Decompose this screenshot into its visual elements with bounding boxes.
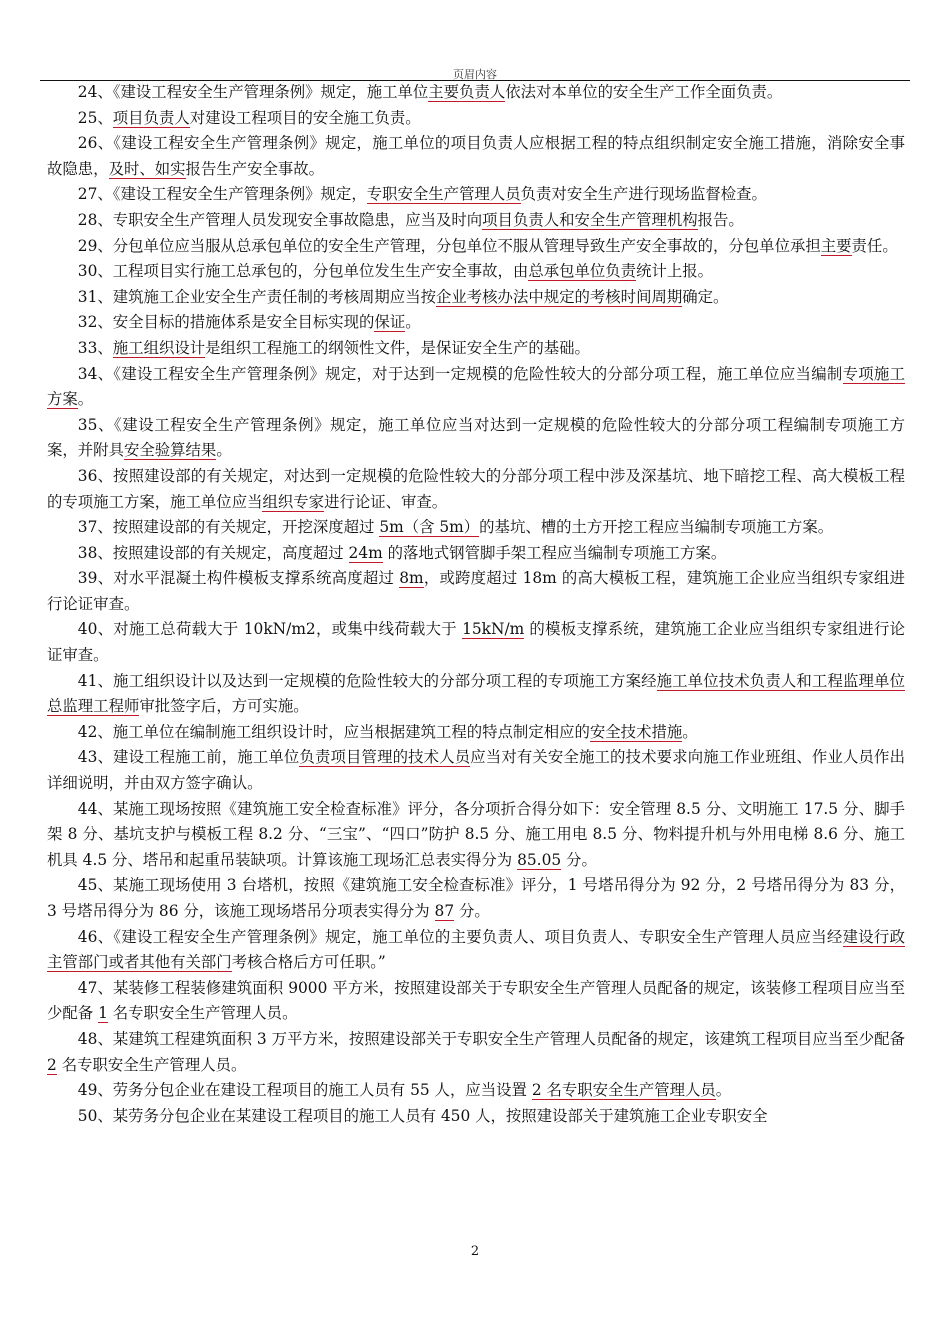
underlined-answer: 85.05 xyxy=(517,850,562,869)
page-number: 2 xyxy=(470,1244,480,1259)
paragraph-text: 名专职安全生产管理人员。 xyxy=(107,1004,298,1023)
underlined-answer: 2 xyxy=(47,1055,57,1074)
paragraph xyxy=(47,362,905,413)
underlined-answer: 1 xyxy=(98,1004,108,1023)
paragraph xyxy=(47,464,905,515)
paragraph-text: 32、安全目标的措施体系是安全目标实现的 xyxy=(77,313,375,332)
underlined-answer: 专项施工方案 xyxy=(47,364,905,409)
paragraph-text: 45、某施工现场使用 3 台塔机，按照《建筑施工安全检查标准》评分，1 号塔吊得分为 92 分，2 号塔吊得分为 83 分，3 号塔吊得分为 86 分，该施工现场塔吊分项表实得分为 xyxy=(47,876,905,920)
paragraph-text: 统计上报。 xyxy=(636,262,714,281)
paragraph-text: 38、按照建设部的有关规定，高度超过 xyxy=(77,543,349,562)
paragraph xyxy=(47,925,905,976)
underlined-answer: 建设行政主管部门或者其他有关部门 xyxy=(47,927,905,972)
paragraph xyxy=(47,1078,905,1104)
paragraph-text: 对建设工程项目的安全施工负责。 xyxy=(189,108,421,127)
paragraph-text: 47、某装修工程装修建筑面积 9000 平方米，按照建设部关于专职安全生产管理人员配备的规定，该装修工程项目应当至少配备 xyxy=(47,978,905,1023)
underlined-answer: 15kN/m xyxy=(462,620,525,639)
paragraph-text: 。 xyxy=(682,722,698,741)
underlined-answer: 专职安全生产管理人员 xyxy=(366,185,521,204)
paragraph-text: 46、《建设工程安全生产管理条例》规定，施工单位的主要负责人、项目负责人、专职安全生产管理人员应当经 xyxy=(77,927,843,946)
paragraph-text: 40、对施工总荷载大于 10kN/m2，或集中线荷载大于 xyxy=(77,620,463,639)
underlined-answer: 87 xyxy=(434,902,455,920)
underlined-answer: 企业考核办法中规定的考核时间周期 xyxy=(435,287,683,306)
paragraph-text: 进行论证、审查。 xyxy=(324,492,448,511)
paragraph-text: 37、按照建设部的有关规定，开挖深度超过 xyxy=(77,518,380,537)
paragraph-text: 44、某施工现场按照《建筑施工安全检查标准》评分，各分项折合得分如下：安全管理 8.5 分、文明施工 17.5 分、脚手架 8 分、基坑支护与模板工程 8.2 分、“三宝”、“四口”防护 8.5 分、施工用电 8.5 分、物料提升机与外用电梯 8.6 分、施工机具 4.5 分、塔吊和起重吊装缺项。计算该施工现场汇总表实得分为 xyxy=(47,799,905,869)
underlined-answer: 2 名专职安全生产管理人员 xyxy=(531,1081,716,1100)
underlined-answer: 主要 xyxy=(820,236,852,255)
paragraph xyxy=(47,1027,905,1078)
paragraph xyxy=(47,566,905,617)
paragraph xyxy=(47,720,905,746)
underlined-answer: 施工单位技术负责人和工程监理单位总监理工程师 xyxy=(47,671,905,716)
document-body xyxy=(47,80,905,1129)
paragraph xyxy=(47,310,905,336)
underlined-answer: 项目负责人 xyxy=(112,108,190,127)
paragraph xyxy=(47,234,905,260)
underlined-answer: 保证 xyxy=(374,313,406,332)
paragraph-text: 42、施工单位在编制施工组织设计时，应当根据建筑工程的特点制定相应的 xyxy=(77,722,590,741)
paragraph-text: 报告生产安全事故。 xyxy=(185,159,325,178)
paragraph-text: 50、某劳务分包企业在某建设工程项目的施工人员有 450 人，按照建设部关于建筑施工企业专职安全 xyxy=(77,1106,768,1125)
paragraph-text: 27、《建设工程安全生产管理条例》规定， xyxy=(77,185,367,204)
paragraph-text: 43、建设工程施工前，施工单位 xyxy=(77,748,300,767)
paragraph xyxy=(47,131,905,182)
underlined-answer: 5m（含 5m） xyxy=(379,518,480,537)
paragraph-text: 报告。 xyxy=(697,210,744,229)
underlined-answer: 施工组织设计 xyxy=(112,338,206,357)
paragraph xyxy=(47,976,905,1027)
underlined-answer: 总承包单位负责 xyxy=(528,262,637,281)
paragraph xyxy=(47,413,905,464)
paragraph-text: 的落地式钢管脚手架工程应当编制专项施工方案。 xyxy=(382,543,727,562)
paragraph-text: 。 xyxy=(77,390,94,409)
paragraph-text: 30、工程项目实行施工总承包的，分包单位发生生产安全事故，由 xyxy=(77,262,529,281)
paragraph-text: 应当对有关安全施工的技术要求向施工作业班组、作业人员作出详细说明，并由双方签字确认。 xyxy=(47,748,905,793)
paragraph xyxy=(47,106,905,132)
underlined-answer: 项目负责人和安全生产管理机构 xyxy=(482,210,698,229)
paragraph xyxy=(47,208,905,234)
underlined-answer: 8m xyxy=(399,569,424,588)
paragraph-text: 39、对水平混凝土构件模板支撑系统高度超过 xyxy=(77,569,400,588)
paragraph-text: 36、按照建设部的有关规定，对达到一定规模的危险性较大的分部分项工程中涉及深基坑、地下暗挖工程、高大模板工程的专项施工方案，施工单位应当 xyxy=(47,466,905,511)
paragraph-text: 。 xyxy=(715,1081,732,1100)
paragraph-text: 25、 xyxy=(77,108,113,127)
paragraph xyxy=(47,515,905,541)
paragraph xyxy=(47,617,905,668)
paragraph-text: 依法对本单位的安全生产工作全面负责。 xyxy=(505,83,783,101)
paragraph-text: 确定。 xyxy=(682,287,729,306)
underlined-answer: 24m xyxy=(348,543,383,562)
paragraph-text: 。 xyxy=(405,313,421,332)
paragraph-text: 24、《建设工程安全生产管理条例》规定，施工单位 xyxy=(77,83,429,101)
paragraph-text: 26、《建设工程安全生产管理条例》规定，施工单位的项目负责人应根据工程的特点组织制定安全施工措施，消除安全事故隐患， xyxy=(47,134,905,178)
paragraph xyxy=(47,873,905,924)
paragraph xyxy=(47,259,905,285)
paragraph-text: 33、 xyxy=(77,338,113,357)
paragraph xyxy=(47,1104,905,1130)
paragraph-text: 审批签字后，方可实施。 xyxy=(139,697,309,716)
paragraph-text: 28、专职安全生产管理人员发现安全事故隐患，应当及时向 xyxy=(77,210,483,229)
paragraph-text: 责任。 xyxy=(851,236,898,255)
paragraph xyxy=(47,285,905,311)
underlined-answer: 负责项目管理的技术人员 xyxy=(299,748,471,767)
paragraph-text: 35、《建设工程安全生产管理条例》规定，施工单位应当对达到一定规模的危险性较大的分部分项工程编制专项施工方案，并附具 xyxy=(47,415,905,460)
underlined-answer: 安全验算结果 xyxy=(123,441,217,460)
paragraph-text: 考核合格后方可任职。” xyxy=(231,953,386,972)
underlined-answer: 及时、如实 xyxy=(108,159,186,178)
paragraph-text: 31、建筑施工企业安全生产责任制的考核周期应当按 xyxy=(77,287,436,306)
underlined-answer: 安全技术措施 xyxy=(589,722,683,741)
paragraph xyxy=(47,182,905,208)
paragraph-text: 的基坑、槽的土方开挖工程应当编制专项施工方案。 xyxy=(479,518,834,537)
paragraph-text: 29、分包单位应当服从总承包单位的安全生产管理，分包单位不服从管理导致生产安全事故的，分包单位承担 xyxy=(77,236,821,255)
paragraph-text: 分。 xyxy=(454,902,490,920)
paragraph xyxy=(47,669,905,720)
paragraph-text: 分。 xyxy=(561,850,597,869)
paragraph-text: 41、施工组织设计以及达到一定规模的危险性较大的分部分项工程的专项施工方案经 xyxy=(77,671,657,690)
paragraph-text: 是组织工程施工的纲领性文件，是保证安全生产的基础。 xyxy=(205,338,590,357)
paragraph xyxy=(47,541,905,567)
paragraph-text: 49、劳务分包企业在建设工程项目的施工人员有 55 人，应当设置 xyxy=(77,1081,532,1100)
paragraph xyxy=(47,745,905,796)
paragraph-text: ，或跨度超过 18m 的高大模板工程，建筑施工企业应当组织专家组进行论证审查。 xyxy=(47,569,905,613)
paragraph xyxy=(47,80,905,106)
paragraph-text: 34、《建设工程安全生产管理条例》规定，对于达到一定规模的危险性较大的分部分项工程，施工单位应当编制 xyxy=(77,364,843,383)
paragraph-text: 。 xyxy=(216,441,232,460)
paragraph-text: 的模板支撑系统，建筑施工企业应当组织专家组进行论证审查。 xyxy=(47,620,905,665)
paragraph-text: 48、某建筑工程建筑面积 3 万平方米，按照建设部关于专职安全生产管理人员配备的规定，该建筑工程项目应当至少配备 xyxy=(77,1029,905,1048)
underlined-answer: 主要负责人 xyxy=(428,83,506,101)
underlined-answer: 组织专家 xyxy=(262,492,325,511)
paragraph xyxy=(47,797,905,874)
paragraph xyxy=(47,336,905,362)
page-header: 页眉内容 xyxy=(453,68,497,81)
paragraph-text: 负责对安全生产进行现场监督检查。 xyxy=(520,185,767,204)
paragraph-text: 名专职安全生产管理人员。 xyxy=(56,1055,247,1074)
